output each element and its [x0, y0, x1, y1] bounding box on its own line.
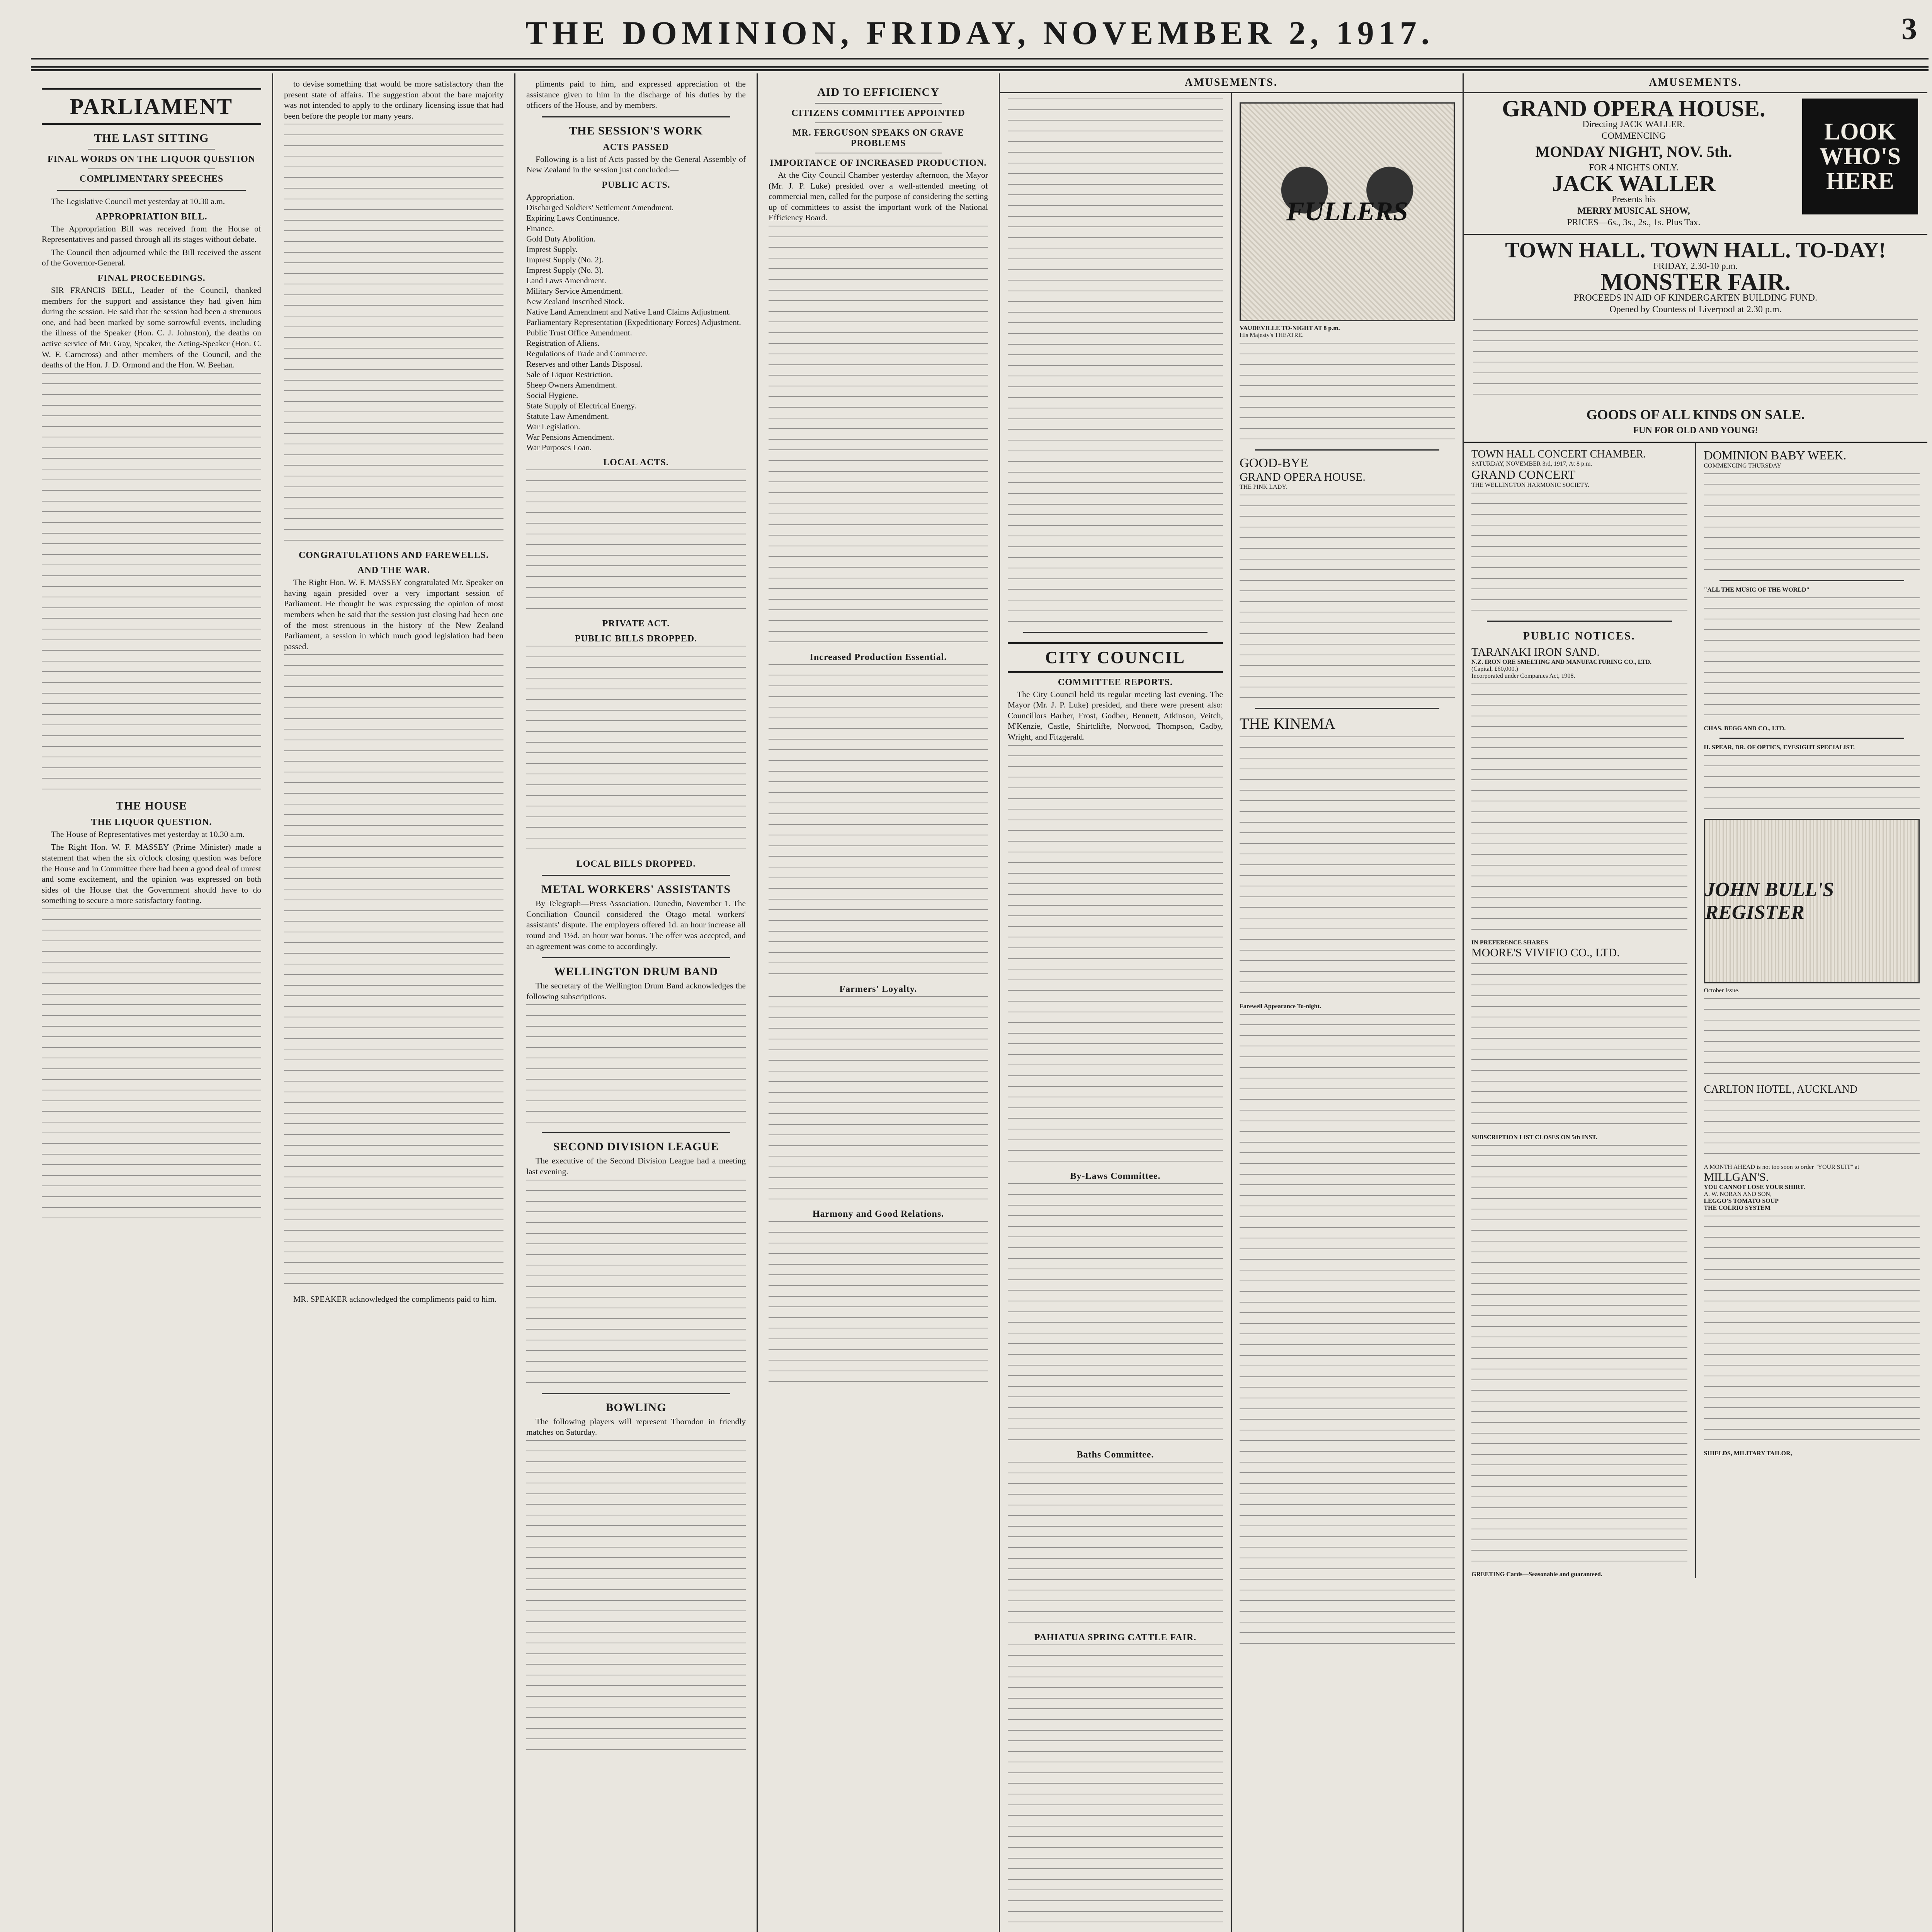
- ad-grand-opera: [1464, 93, 1927, 235]
- divider: [542, 1132, 730, 1133]
- text-block: [1240, 343, 1455, 442]
- article-paragraph: The House of Representatives met yesterday at 10.30 a.m.: [51, 829, 245, 839]
- article-paragraph: By Telegraph—Press Association. Dunedin, November 1. The Conciliation Council considered the Otago metal workers' assistants' dispute. The employers offered 1d. an hour increase all round and 1½d. an hour war bonus. The offer was accepted, and an agreement was come to accordingly.: [526, 899, 746, 951]
- text-block: [284, 654, 503, 1287]
- section-heading: FINAL PROCEEDINGS.: [97, 273, 206, 283]
- section-heading: COMMITTEE REPORTS.: [1058, 677, 1173, 687]
- carlton-hotel: CARLTON HOTEL, AUCKLAND: [1704, 1083, 1857, 1096]
- tomato-soup: LEGGO'S TOMATO SOUP: [1704, 1197, 1779, 1204]
- townhall-friday: FRIDAY, 2.30-10 p.m.: [1653, 261, 1738, 271]
- page-number: 3: [1901, 12, 1917, 46]
- act-item: Reserves and other Lands Disposal.: [526, 359, 643, 369]
- parliament-sub-liquor: FINAL WORDS ON THE LIQUOR QUESTION: [48, 154, 255, 164]
- pref-shares: IN PREFERENCE SHARES: [1471, 939, 1548, 946]
- section-heading: METAL WORKERS' ASSISTANTS: [541, 883, 731, 896]
- divider: [815, 122, 942, 123]
- article-paragraph: The secretary of the Wellington Drum Band acknowledges the following subscriptions.: [526, 981, 746, 1001]
- section-heading: ACTS PASSED: [603, 142, 669, 152]
- section-heading: AND THE WAR.: [357, 565, 430, 576]
- article-paragraph: The Legislative Council met yesterday at 10.30 a.m.: [51, 197, 225, 206]
- cannot-lose-shirt: YOU CANNOT LOSE YOUR SHIRT.: [1704, 1184, 1805, 1190]
- section-heading: APPROPRIATION BILL.: [95, 211, 207, 222]
- section-heading: LOCAL BILLS DROPPED.: [576, 859, 696, 869]
- subscription: SUBSCRIPTION LIST CLOSES ON 5th INST.: [1471, 1134, 1597, 1141]
- section-heading: THE SESSION'S WORK: [569, 124, 703, 137]
- column-amusements-right: [1464, 73, 1927, 1932]
- look-whos-here-badge: [1802, 99, 1918, 214]
- incorporated: Incorporated under Companies Act, 1908.: [1471, 672, 1575, 679]
- amusements-subcolumns: [1000, 93, 1463, 1932]
- divider: [542, 875, 730, 876]
- monster-fair: MONSTER FAIR.: [1600, 269, 1791, 295]
- text-block: [1008, 745, 1223, 1165]
- act-item: Sale of Liquor Restriction.: [526, 369, 613, 379]
- act-item: Expiring Laws Continuance.: [526, 213, 619, 223]
- section-heading: Harmony and Good Relations.: [812, 1209, 944, 1219]
- divider: [542, 1393, 730, 1394]
- section-heading: Baths Committee.: [1077, 1450, 1154, 1460]
- divider: [1719, 580, 1905, 581]
- section-heading: IMPORTANCE OF INCREASED PRODUCTION.: [770, 158, 987, 168]
- column-sessions-work: [515, 73, 758, 1932]
- townhall-title: TOWN HALL. TOWN HALL. TO-DAY!: [1505, 238, 1886, 262]
- act-item: Social Hygiene.: [526, 390, 578, 400]
- article-paragraph: SIR FRANCIS BELL, Leader of the Council, thanked members for the support and assistance they had given him during the session. He said that the session had been a strenuous one, and had been marked by some sorrowful events, including the illness of the Speaker (Hon. C. J. Johnston), the deaths on active service of Mr. Gray, Speaker, the Acting-Speaker (Hon. C. W. F. Carncross) and other members of the Council, and the deaths of the Hon. J. D. Ormond and the Hon. W. Beehan.: [42, 285, 261, 370]
- majesty-theatre: His Majesty's THEATRE.: [1240, 332, 1304, 338]
- act-item: War Legislation.: [526, 422, 580, 431]
- act-item: State Supply of Electrical Energy.: [526, 401, 636, 410]
- divider: [1023, 632, 1208, 633]
- divider: [57, 190, 246, 191]
- text-block: [769, 664, 988, 977]
- column-parliament-cont: [273, 73, 515, 1932]
- opera-house-heading: GRAND OPERA HOUSE.: [1240, 470, 1366, 483]
- text-block: [769, 996, 988, 1202]
- amusements-right-subcolumns: [1464, 443, 1927, 1578]
- act-item: Sheep Owners Amendment.: [526, 380, 617, 389]
- masthead-rule: [31, 58, 1929, 60]
- act-item: War Pensions Amendment.: [526, 432, 614, 442]
- article-paragraph: The City Council held its regular meeting last evening. The Mayor (Mr. J. P. Luke) presided, and there were present also: Councillors Barber, Frost, Godber, Bennett, Atkinson, Veitch, M'Kenzie, Castle, Shirtcliffe, Norwood, Thompson, Cadby, Wright, and Fitzgerald.: [1008, 689, 1223, 742]
- divider: [1255, 708, 1439, 709]
- text-block: [1240, 736, 1455, 996]
- section-heading: PUBLIC BILLS DROPPED.: [575, 634, 697, 644]
- column-efficiency: [758, 73, 1000, 1932]
- grand-title: GRAND OPERA HOUSE.: [1502, 96, 1765, 121]
- section-heading: CITY COUNCIL: [1008, 642, 1223, 673]
- jack-presents: Presents his: [1612, 194, 1656, 204]
- text-block: [1008, 1183, 1223, 1443]
- music-of-world: "ALL THE MUSIC OF THE WORLD": [1704, 586, 1810, 593]
- article-paragraph: The Council then adjourned while the Bill received the assent of the Governor-General.: [42, 247, 261, 268]
- colrio: THE COLRIO SYSTEM: [1704, 1204, 1770, 1211]
- nz-iron: N.Z. IRON ORE SMELTING AND MANUFACTURING CO., LTD.: [1471, 658, 1652, 665]
- look-whos-here: LOOK WHO'S HERE: [1819, 119, 1901, 194]
- amusements-label: AMUSEMENTS.: [1464, 73, 1927, 93]
- act-item: Finance.: [526, 223, 554, 233]
- grand-commencing: COMMENCING: [1601, 131, 1666, 141]
- text-block: [42, 373, 261, 793]
- text-block: [526, 1440, 746, 1753]
- text-block: [526, 1004, 746, 1126]
- ad-town-hall: [1464, 235, 1927, 443]
- bull-title: JOHN BULL'S REGISTER: [1705, 879, 1834, 924]
- grand-director: Directing JACK WALLER.: [1582, 119, 1685, 129]
- section-heading: PRIVATE ACT.: [602, 619, 670, 629]
- section-heading: AID TO EFFICIENCY: [817, 86, 939, 99]
- text-block: [526, 1180, 746, 1386]
- concert-title: TOWN HALL CONCERT CHAMBER.: [1471, 448, 1646, 460]
- text-block: [1704, 998, 1920, 1077]
- jack-waller: JACK WALLER: [1552, 171, 1716, 196]
- act-item: Public Trust Office Amendment.: [526, 328, 632, 337]
- article-paragraph: The Right Hon. W. F. MASSEY congratulated Mr. Speaker on having again presided over a very important session of Parliament. He thought he was expressing the opinion of most members when he said that the session just closing had been one of the most strenuous in the history of the New Zealand Parliament, a session in which much good legislation had been passed.: [284, 578, 503, 651]
- grand-concert: GRAND CONCERT: [1471, 467, 1576, 481]
- fun-for-all: FUN FOR OLD AND YOUNG!: [1633, 425, 1758, 435]
- monster-opened: Opened by Countess of Liverpool at 2.30 p.m.: [1609, 304, 1782, 315]
- parliament-sub-complimentary: COMPLIMENTARY SPEECHES: [79, 174, 224, 184]
- section-heading: Increased Production Essential.: [810, 652, 947, 662]
- grand-four: FOR 4 NIGHTS ONLY.: [1589, 163, 1679, 173]
- act-item: Land Laws Amendment.: [526, 276, 607, 285]
- section-heading: Farmers' Loyalty.: [839, 984, 917, 994]
- section-heading: WELLINGTON DRUM BAND: [554, 965, 718, 978]
- act-item: Regulations of Trade and Commerce.: [526, 349, 648, 358]
- concert-date: SATURDAY, NOVEMBER 3rd, 1917, At 8 p.m.: [1471, 460, 1592, 467]
- act-item: Imprest Supply (No. 3).: [526, 265, 604, 275]
- pink-lady: THE PINK LADY.: [1240, 483, 1287, 490]
- month-ahead: A MONTH AHEAD is not too soon to order "YOUR SUIT" at: [1704, 1163, 1859, 1170]
- text-block: [1704, 597, 1920, 719]
- millgans: MILLGAN'S.: [1704, 1170, 1769, 1184]
- article-paragraph: At the City Council Chamber yesterday afternoon, the Mayor (Mr. J. P. Luke) presided over a well-attended meeting of commercial men, called for the purpose of considering the setting up of committees to assist the important work of the National Efficiency Board.: [769, 170, 988, 223]
- harmonic-society: THE WELLINGTON HARMONIC SOCIETY.: [1471, 481, 1589, 488]
- text-block: [526, 469, 746, 612]
- section-heading: LOCAL ACTS.: [603, 457, 669, 468]
- spear-optics: H. SPEAR, DR. OF OPTICS, EYESIGHT SPECIALIST.: [1704, 744, 1855, 751]
- act-item: Discharged Soldiers' Settlement Amendment.: [526, 202, 674, 212]
- goods-on-sale: GOODS OF ALL KINDS ON SALE.: [1586, 406, 1805, 422]
- sub-col-fullers: [1232, 93, 1463, 1932]
- text-block: [526, 646, 746, 852]
- article-paragraph: to devise something that would be more satisfactory than the present state of affairs. The suggestion about the bare majority was not intended to apply to the ordinary licensing issue that had been before the people for many years.: [284, 79, 503, 121]
- greeting-cards: GREETING Cards—Seasonable and guaranteed.: [1471, 1571, 1602, 1578]
- text-block: [284, 124, 503, 543]
- grand-prices: PRICES—6s., 3s., 2s., 1s. Plus Tax.: [1567, 218, 1701, 228]
- beggs: CHAS. BEGG AND CO., LTD.: [1704, 725, 1786, 732]
- column-parliament: [31, 73, 273, 1932]
- john-bull-register-crest: [1704, 819, 1920, 983]
- taranaki: TARANAKI IRON SAND.: [1471, 645, 1600, 658]
- act-item: Imprest Supply.: [526, 244, 578, 254]
- section-heading: THE LIQUOR QUESTION.: [91, 817, 212, 827]
- divider: [1719, 738, 1905, 739]
- text-block: [1704, 1216, 1920, 1443]
- act-item: Registration of Aliens.: [526, 338, 600, 348]
- section-heading: THE HOUSE: [116, 799, 187, 812]
- text-block: [1008, 1645, 1223, 1932]
- masthead-title: THE DOMINION, FRIDAY, NOVEMBER 2, 1917.: [525, 14, 1434, 51]
- bull-date: October Issue.: [1704, 987, 1740, 994]
- article-paragraph: The following players will represent Thorndon in friendly matches on Saturday.: [526, 1417, 746, 1437]
- fullers-sub: VAUDEVILLE TO-NIGHT AT 8 p.m.: [1240, 325, 1340, 332]
- act-item: Gold Duty Abolition.: [526, 234, 596, 243]
- baby-week: DOMINION BABY WEEK.: [1704, 448, 1847, 462]
- text-block: [1473, 319, 1918, 398]
- act-item: Native Land Amendment and Native Land Claims Adjustment.: [526, 307, 731, 316]
- column-amusements-left: [1000, 73, 1464, 1932]
- parliament-sub-last-sitting: THE LAST SITTING: [94, 132, 209, 145]
- divider: [1487, 621, 1672, 622]
- act-item: Appropriation.: [526, 192, 575, 202]
- section-heading: MR. FERGUSON SPEAKS ON GRAVE PROBLEMS: [792, 128, 964, 148]
- shields-tailor: SHIELDS, MILITARY TAILOR,: [1704, 1450, 1792, 1457]
- baby-show: COMMENCING THURSDAY: [1704, 462, 1781, 469]
- article-paragraph: The executive of the Second Division League had a meeting last evening.: [526, 1156, 746, 1177]
- sub-col-concert: [1464, 443, 1696, 1578]
- act-item: War Purposes Loan.: [526, 442, 592, 452]
- monster-sub: PROCEEDS IN AID OF KINDERGARTEN BUILDING FUND.: [1574, 293, 1817, 303]
- goodbye-heading: GOOD-BYE: [1240, 456, 1308, 470]
- kinema-heading: THE KINEMA: [1240, 714, 1335, 732]
- divider: [88, 168, 215, 169]
- text-block: [1471, 684, 1687, 933]
- text-block: [42, 908, 261, 1221]
- article-paragraph: pliments paid to him, and expressed appreciation of the assistance given to him in the discharge of his duties by the officers of the House, and by members.: [526, 79, 746, 110]
- divider: [542, 116, 730, 117]
- sub-col-citycouncil: [1000, 93, 1232, 1932]
- divider: [1255, 449, 1439, 451]
- article-paragraph: The Right Hon. W. F. MASSEY (Prime Minister) made a statement that when the six o'clock closing question was before the House and in Committee there had been a good deal of unrest and some excitement, and the opinion was expressed on both sides of the House that the Government should have to do something to secure a more satisfactory footing.: [42, 842, 261, 905]
- acts-list: [526, 192, 746, 453]
- moores-vivifio: MOORE'S VIVIFIO CO., LTD.: [1471, 946, 1620, 959]
- text-block: [1704, 473, 1920, 573]
- article-paragraph: MR. SPEAKER acknowledged the compliments paid to him.: [293, 1294, 497, 1304]
- section-heading: CONGRATULATIONS AND FAREWELLS.: [298, 550, 489, 561]
- act-item: Military Service Amendment.: [526, 286, 623, 296]
- section-heading: By-Laws Committee.: [1070, 1171, 1161, 1182]
- text-block: [1471, 963, 1687, 1127]
- public-notices: PUBLIC NOTICES.: [1523, 630, 1636, 642]
- text-block: [1704, 1100, 1920, 1157]
- sub-col-baby-week: [1696, 443, 1928, 1578]
- amusements-label: AMUSEMENTS.: [1000, 73, 1463, 93]
- article-paragraph: The Appropriation Bill was received from the House of Representatives and passed through all its stages without debate.: [42, 224, 261, 244]
- section-heading: CITIZENS COMMITTEE APPOINTED: [791, 108, 965, 118]
- fullers-title: FULLERS: [1286, 197, 1408, 226]
- divider: [815, 103, 942, 104]
- section-heading: PAHIATUA SPRING CATTLE FAIR.: [1034, 1632, 1197, 1643]
- section-heading: SECOND DIVISION LEAGUE: [553, 1140, 719, 1153]
- fullers-logo: [1240, 102, 1455, 321]
- divider: [88, 149, 215, 150]
- text-block: [769, 226, 988, 645]
- text-block: [1008, 99, 1223, 625]
- jack-show: MERRY MUSICAL SHOW,: [1577, 206, 1690, 216]
- text-block: [1471, 1145, 1687, 1565]
- act-item: Imprest Supply (No. 2).: [526, 255, 604, 264]
- parliament-headline: PARLIAMENT: [42, 88, 261, 125]
- act-item: Parliamentary Representation (Expeditionary Forces) Adjustment.: [526, 317, 741, 327]
- text-block: [1704, 755, 1920, 812]
- columns: [31, 73, 1929, 1932]
- grand-monday: MONDAY NIGHT, NOV. 5th.: [1535, 143, 1732, 160]
- text-block: [1008, 1462, 1223, 1626]
- act-item: New Zealand Inscribed Stock.: [526, 296, 625, 306]
- masthead: [31, 0, 1929, 71]
- article-paragraph: Following is a list of Acts passed by the General Assembly of New Zealand in the session just concluded:—: [526, 154, 746, 175]
- farewell: Farewell Appearance To-night.: [1240, 1003, 1321, 1010]
- capital: (Capital, £60,000.): [1471, 665, 1518, 672]
- text-block: [1471, 493, 1687, 614]
- divider: [542, 957, 730, 958]
- text-block: [1240, 495, 1455, 701]
- section-heading: PUBLIC ACTS.: [602, 180, 670, 190]
- text-block: [769, 1221, 988, 1385]
- text-block: [1240, 1014, 1455, 1647]
- noran-and-son: A. W. NORAN AND SON,: [1704, 1190, 1772, 1197]
- section-heading: BOWLING: [605, 1401, 667, 1414]
- act-item: Statute Law Amendment.: [526, 411, 609, 421]
